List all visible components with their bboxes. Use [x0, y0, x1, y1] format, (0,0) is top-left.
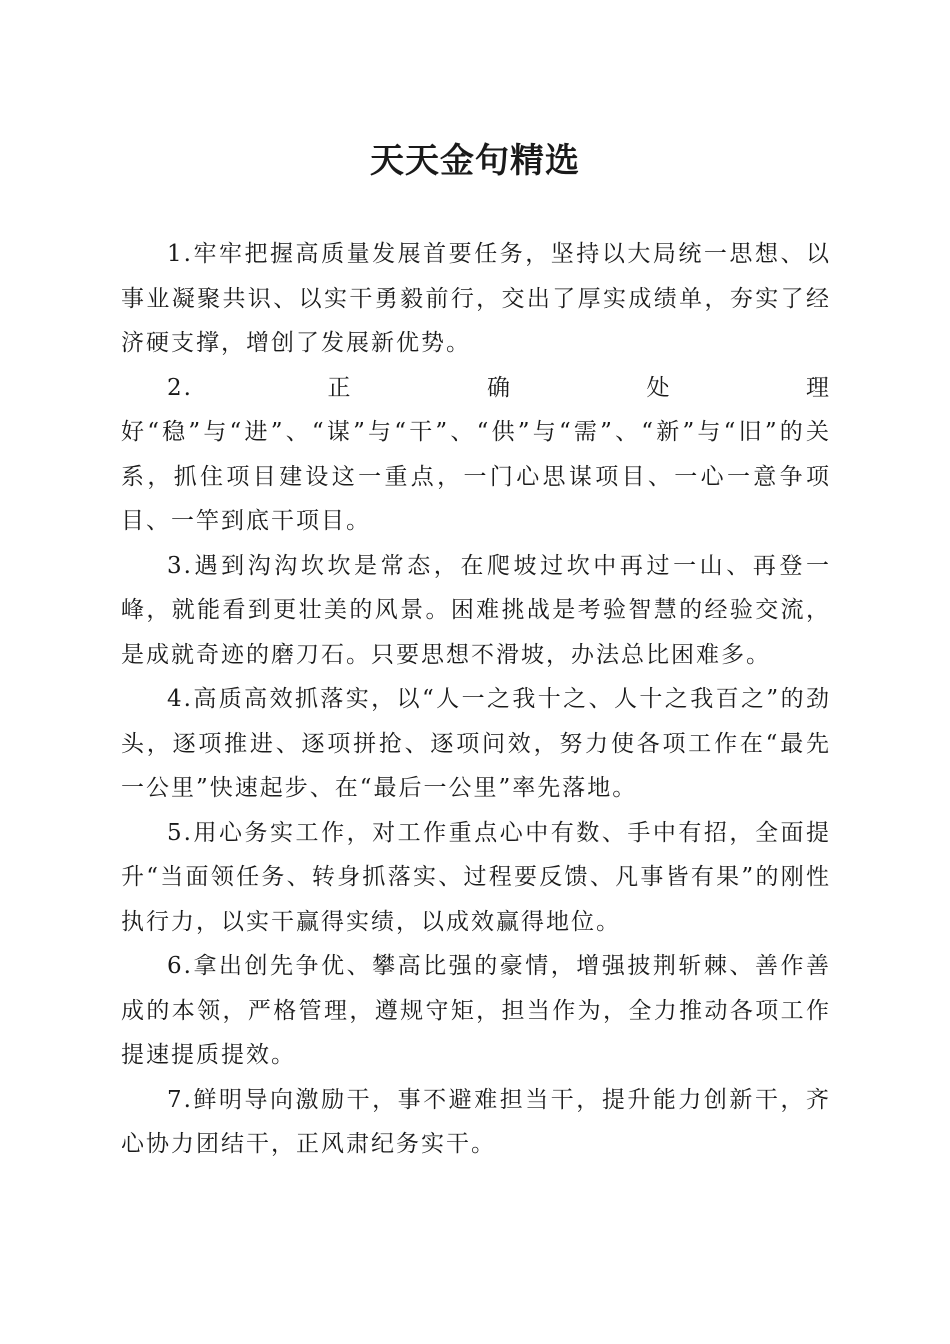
document-body — [121, 232, 831, 1167]
paragraph-3: 3.遇到沟沟坎坎是常态，在爬坡过坎中再过一山、再登一峰，就能看到更壮美的风景。困难挑战是考验智慧的经验交流，是成就奇迹的磨刀石。只要思想不滑坡，办法总比困难多。 — [121, 552, 831, 668]
paragraph-6: 6.拿出创先争优、攀高比强的豪情，增强披荆斩棘、善作善成的本领，严格管理，遵规守矩，担当作为，全力推动各项工作提速提质提效。 — [121, 953, 831, 1068]
paragraph-2: 2.正确处理好“稳”与“进”、“谋”与“干”、“供”与“需”、“新”与“旧”的关系，抓住项目建设这一重点，一门心思谋项目、一心一意争项目、一竿到底干项目。 — [121, 374, 831, 534]
paragraph-5: 5.用心务实工作，对工作重点心中有数、手中有招，全面提升“当面领任务、转身抓落实、过程要反馈、凡事皆有果”的刚性执行力，以实干赢得实绩，以成效赢得地位。 — [121, 819, 831, 935]
paragraph-7: 7.鲜明导向激励干，事不避难担当干，提升能力创新干，齐心协力团结干，正风肃纪务实干。 — [121, 1086, 831, 1157]
document-title: 天天金句精选 — [370, 141, 580, 181]
paragraph-1: 1.牢牢把握高质量发展首要任务，坚持以大局统一思想、以事业凝聚共识、以实干勇毅前行，交出了厚实成绩单，夯实了经济硬支撑，增创了发展新优势。 — [121, 241, 831, 356]
paragraph-4: 4.高质高效抓落实，以“人一之我十之、人十之我百之”的劲头，逐项推进、逐项拼抢、逐项问效，努力使各项工作在“最先一公里”快速起步、在“最后一公里”率先落地。 — [121, 686, 831, 801]
